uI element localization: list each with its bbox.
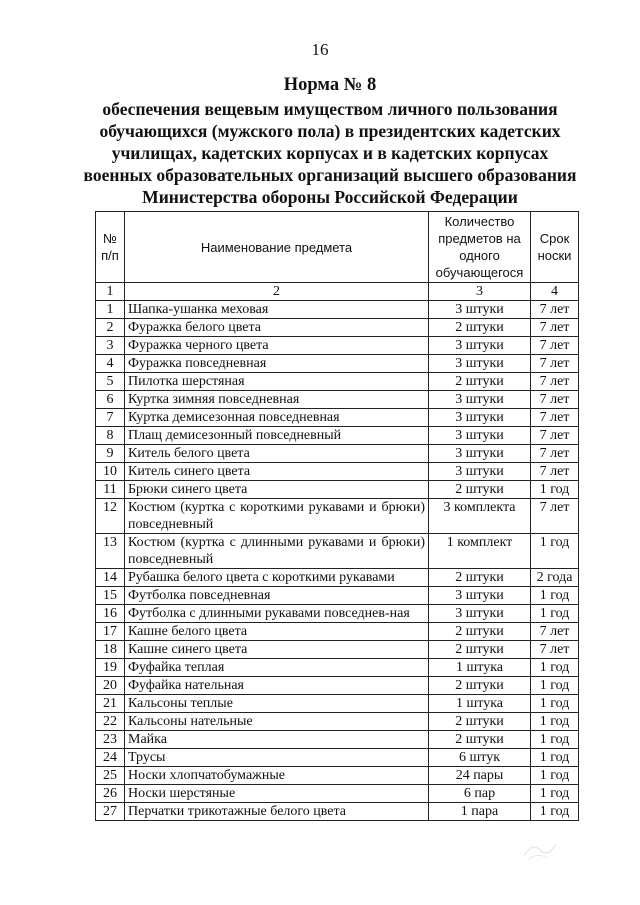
item-quantity: 3 штуки <box>429 605 531 623</box>
wear-term: 7 лет <box>531 355 579 373</box>
table-row <box>96 409 579 427</box>
item-quantity: 1 пара <box>429 803 531 821</box>
wear-term: 1 год <box>531 749 579 767</box>
item-name: Кашне белого цвета <box>125 623 429 641</box>
row-number: 5 <box>96 373 125 391</box>
table-row <box>96 445 579 463</box>
item-name: Рубашка белого цвета с короткими рукавами <box>125 569 429 587</box>
item-name: Куртка зимняя повседневная <box>125 391 429 409</box>
item-name: Китель белого цвета <box>125 445 429 463</box>
item-name: Китель синего цвета <box>125 463 429 481</box>
item-name: Шапка-ушанка меховая <box>125 301 429 319</box>
item-name: Перчатки трикотажные белого цвета <box>125 803 429 821</box>
item-name: Футболка с длинными рукавами повседнев-ная <box>125 605 429 623</box>
wear-term: 1 год <box>531 481 579 499</box>
title-line: Министерства обороны Российской Федерации <box>142 187 518 207</box>
row-number: 16 <box>96 605 125 623</box>
item-quantity: 2 штуки <box>429 623 531 641</box>
row-number: 7 <box>96 409 125 427</box>
wear-term: 1 год <box>531 767 579 785</box>
item-name: Носки шерстяные <box>125 785 429 803</box>
item-quantity: 3 штуки <box>429 427 531 445</box>
table-row <box>96 623 579 641</box>
item-quantity: 24 пары <box>429 767 531 785</box>
document-title <box>80 74 580 208</box>
row-number: 20 <box>96 677 125 695</box>
column-index: 3 <box>429 283 531 301</box>
item-name: Фуфайка нательная <box>125 677 429 695</box>
wear-term: 1 год <box>531 534 579 569</box>
row-number: 12 <box>96 499 125 534</box>
item-name: Носки хлопчатобумажные <box>125 767 429 785</box>
wear-term: 7 лет <box>531 623 579 641</box>
item-name: Трусы <box>125 749 429 767</box>
row-number: 25 <box>96 767 125 785</box>
wear-term: 7 лет <box>531 301 579 319</box>
wear-term: 7 лет <box>531 337 579 355</box>
wear-term: 1 год <box>531 803 579 821</box>
item-quantity: 6 штук <box>429 749 531 767</box>
wear-term: 1 год <box>531 677 579 695</box>
row-number: 8 <box>96 427 125 445</box>
table-row <box>96 749 579 767</box>
item-quantity: 2 штуки <box>429 677 531 695</box>
row-number: 24 <box>96 749 125 767</box>
wear-term: 7 лет <box>531 641 579 659</box>
table-row <box>96 534 579 569</box>
item-quantity: 3 штуки <box>429 445 531 463</box>
wear-term: 2 года <box>531 569 579 587</box>
table-row <box>96 731 579 749</box>
wear-term: 1 год <box>531 731 579 749</box>
item-quantity: 3 штуки <box>429 337 531 355</box>
table-row <box>96 605 579 623</box>
item-name: Плащ демисезонный повседневный <box>125 427 429 445</box>
row-number: 10 <box>96 463 125 481</box>
table-row <box>96 337 579 355</box>
table-row <box>96 659 579 677</box>
table-row <box>96 641 579 659</box>
title-line: военных образовательных организаций высшего образования <box>83 165 577 185</box>
page-number: 16 <box>311 40 329 59</box>
table-header-row <box>96 212 579 283</box>
row-number: 27 <box>96 803 125 821</box>
norm-table <box>95 211 579 821</box>
table-row <box>96 695 579 713</box>
table-row <box>96 803 579 821</box>
item-name: Фуражка черного цвета <box>125 337 429 355</box>
item-name: Кашне синего цвета <box>125 641 429 659</box>
row-number: 18 <box>96 641 125 659</box>
wear-term: 7 лет <box>531 463 579 481</box>
item-name: Куртка демисезонная повседневная <box>125 409 429 427</box>
row-number: 6 <box>96 391 125 409</box>
faint-mark-icon <box>520 836 560 864</box>
item-quantity: 3 штуки <box>429 587 531 605</box>
item-quantity: 1 комплект <box>429 534 531 569</box>
wear-term: 1 год <box>531 605 579 623</box>
header-name: Наименование предмета <box>125 212 429 283</box>
wear-term: 7 лет <box>531 373 579 391</box>
item-quantity: 2 штуки <box>429 481 531 499</box>
table-row <box>96 677 579 695</box>
item-quantity: 2 штуки <box>429 569 531 587</box>
item-name: Костюм (куртка с короткими рукавами и брюки) повседневный <box>125 499 429 534</box>
title-line: обеспечения вещевым имуществом личного пользования <box>102 99 558 119</box>
table-row <box>96 355 579 373</box>
table-body <box>96 283 579 821</box>
wear-term: 1 год <box>531 695 579 713</box>
row-number: 15 <box>96 587 125 605</box>
wear-term: 1 год <box>531 659 579 677</box>
wear-term: 7 лет <box>531 319 579 337</box>
item-name: Фуфайка теплая <box>125 659 429 677</box>
table-row <box>96 301 579 319</box>
item-quantity: 3 штуки <box>429 391 531 409</box>
row-number: 14 <box>96 569 125 587</box>
row-number: 3 <box>96 337 125 355</box>
row-number: 13 <box>96 534 125 569</box>
item-quantity: 3 штуки <box>429 463 531 481</box>
column-index-row <box>96 283 579 301</box>
wear-term: 7 лет <box>531 499 579 534</box>
column-index: 2 <box>125 283 429 301</box>
item-name: Кальсоны теплые <box>125 695 429 713</box>
table-row <box>96 481 579 499</box>
row-number: 2 <box>96 319 125 337</box>
header-num: № п/п <box>96 212 125 283</box>
row-number: 21 <box>96 695 125 713</box>
row-number: 4 <box>96 355 125 373</box>
item-name: Футболка повседневная <box>125 587 429 605</box>
table-row <box>96 391 579 409</box>
item-quantity: 1 штука <box>429 659 531 677</box>
wear-term: 1 год <box>531 713 579 731</box>
item-quantity: 3 комплекта <box>429 499 531 534</box>
item-quantity: 6 пар <box>429 785 531 803</box>
row-number: 23 <box>96 731 125 749</box>
wear-term: 7 лет <box>531 427 579 445</box>
wear-term: 7 лет <box>531 445 579 463</box>
row-number: 17 <box>96 623 125 641</box>
row-number: 22 <box>96 713 125 731</box>
row-number: 26 <box>96 785 125 803</box>
row-number: 11 <box>96 481 125 499</box>
item-quantity: 3 штуки <box>429 301 531 319</box>
table-row <box>96 319 579 337</box>
item-quantity: 2 штуки <box>429 373 531 391</box>
item-quantity: 2 штуки <box>429 641 531 659</box>
table-row <box>96 713 579 731</box>
table-row <box>96 427 579 445</box>
item-quantity: 3 штуки <box>429 355 531 373</box>
row-number: 19 <box>96 659 125 677</box>
table-row <box>96 569 579 587</box>
item-name: Кальсоны нательные <box>125 713 429 731</box>
item-name: Фуражка повседневная <box>125 355 429 373</box>
item-name: Фуражка белого цвета <box>125 319 429 337</box>
title-line: обучающихся (мужского пола) в президентских кадетских <box>99 121 561 141</box>
item-quantity: 2 штуки <box>429 731 531 749</box>
row-number: 1 <box>96 301 125 319</box>
column-index: 1 <box>96 283 125 301</box>
wear-term: 7 лет <box>531 409 579 427</box>
title-line: училищах, кадетских корпусах и в кадетских корпусах <box>111 143 549 163</box>
wear-term: 1 год <box>531 587 579 605</box>
table-row <box>96 373 579 391</box>
row-number: 9 <box>96 445 125 463</box>
item-name: Пилотка шерстяная <box>125 373 429 391</box>
item-quantity: 2 штуки <box>429 713 531 731</box>
wear-term: 1 год <box>531 785 579 803</box>
header-qty: Количество предметов на одного обучающегося <box>429 212 531 283</box>
item-name: Костюм (куртка с длинными рукавами и брюки) повседневный <box>125 534 429 569</box>
table-row <box>96 463 579 481</box>
item-quantity: 3 штуки <box>429 409 531 427</box>
item-name: Брюки синего цвета <box>125 481 429 499</box>
item-name: Майка <box>125 731 429 749</box>
item-quantity: 2 штуки <box>429 319 531 337</box>
column-index: 4 <box>531 283 579 301</box>
table-row <box>96 499 579 534</box>
table-row <box>96 785 579 803</box>
item-quantity: 1 штука <box>429 695 531 713</box>
wear-term: 7 лет <box>531 391 579 409</box>
header-term: Срок носки <box>531 212 579 283</box>
norm-title: Норма № 8 <box>283 75 377 95</box>
table-row <box>96 587 579 605</box>
table-row <box>96 767 579 785</box>
